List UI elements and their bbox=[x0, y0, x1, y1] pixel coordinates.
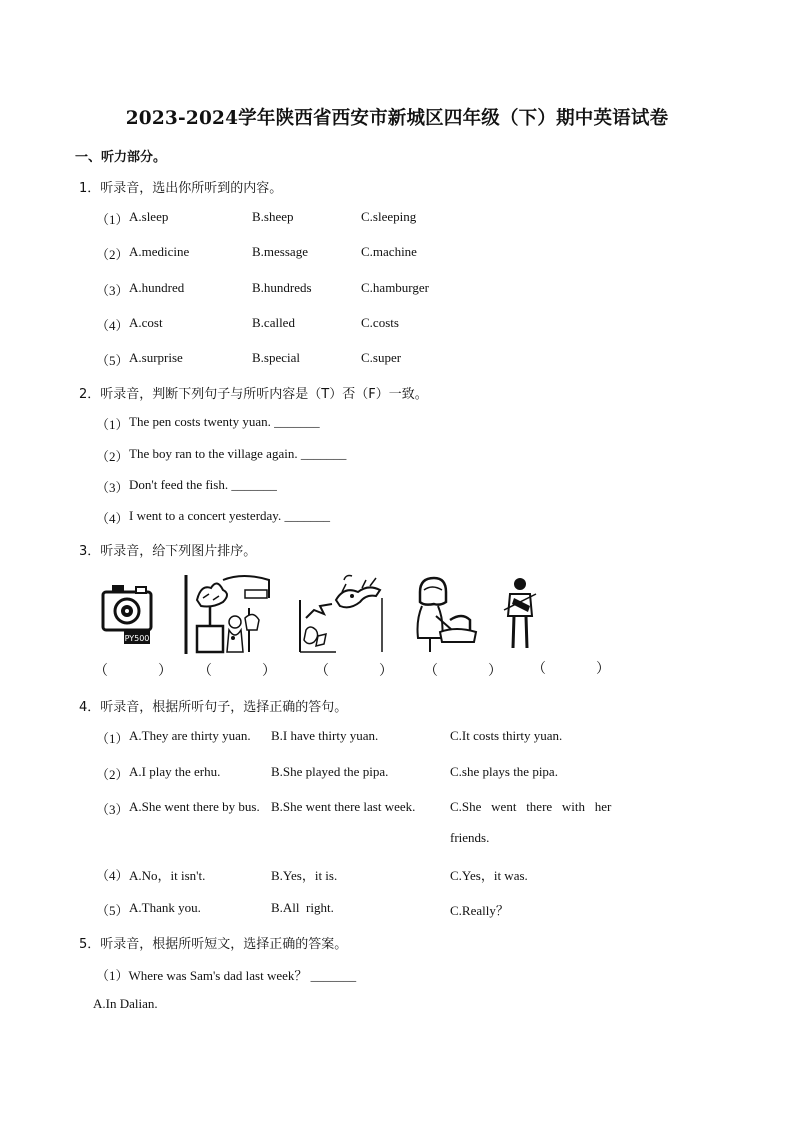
answer-bracket[interactable]: （ ） bbox=[424, 664, 520, 679]
answer-bracket[interactable]: （ ） bbox=[198, 664, 294, 679]
question-4-stem: 4．听录音，根据所听句子，选择正确的答句。 bbox=[79, 700, 348, 715]
q1-option-c: C.hamburger bbox=[361, 280, 429, 295]
q1-option-b: B.sheep bbox=[252, 209, 294, 224]
q1-option-a: A.medicine bbox=[129, 244, 190, 259]
q2-item-number: （4） bbox=[96, 511, 129, 526]
q4-option-c: C.Really？ bbox=[450, 903, 509, 918]
q1-item-number: （1） bbox=[96, 212, 129, 227]
q1-option-a: A.sleep bbox=[129, 209, 169, 224]
q1-option-c: C.sleeping bbox=[361, 209, 417, 224]
q5-option-a: A.In Dalian. bbox=[93, 996, 158, 1011]
q5-sub-question-1: （1）Where was Sam's dad last week？ _______ bbox=[96, 968, 357, 983]
q4-option-a: A.She went there by bus. bbox=[129, 799, 260, 814]
camera-picture bbox=[100, 580, 155, 650]
q4-option-a: A.No，it isn't. bbox=[129, 868, 206, 883]
question-2-stem: 2．听录音，判断下列句子与所听内容是（T）否（F）一致。 bbox=[79, 387, 428, 402]
q4-option-a: A.I play the erhu. bbox=[129, 764, 221, 779]
q4-item-number: （4） bbox=[96, 868, 129, 883]
q1-option-c: C.super bbox=[361, 350, 402, 365]
q2-item-number: （3） bbox=[96, 480, 129, 495]
boy-violin-picture bbox=[500, 576, 540, 652]
q1-option-b: B.message bbox=[252, 244, 308, 259]
q1-option-a: A.cost bbox=[129, 315, 163, 330]
q4-option-c: C.Yes，it was. bbox=[450, 868, 528, 883]
q1-item-number: （4） bbox=[96, 318, 129, 333]
question-5-stem: 5．听录音，根据所听短文，选择正确的答案。 bbox=[79, 937, 348, 952]
answer-bracket[interactable]: （ ） bbox=[532, 662, 628, 677]
q4-item-number: （5） bbox=[96, 903, 129, 918]
q4-option-b: B.I have thirty yuan. bbox=[271, 728, 379, 743]
q4-option-c-continued: friends. bbox=[450, 830, 490, 845]
q2-statement: The boy ran to the village again. _______ bbox=[129, 446, 347, 461]
answer-bracket[interactable]: （ ） bbox=[94, 664, 190, 679]
q4-option-b: B.She went there last week. bbox=[271, 799, 416, 814]
q4-option-b: B.She played the pipa. bbox=[271, 764, 389, 779]
q4-option-b: B.Yes，it is. bbox=[271, 868, 338, 883]
q1-option-b: B.special bbox=[252, 350, 301, 365]
camera-label: PY500 bbox=[124, 634, 150, 643]
q4-item-number: （2） bbox=[96, 767, 129, 782]
q2-statement: The pen costs twenty yuan. _______ bbox=[129, 414, 320, 429]
question-1-stem: 1．听录音，选出你所听到的内容。 bbox=[79, 181, 283, 196]
question-3-stem: 3．听录音，给下列图片排序。 bbox=[79, 544, 257, 559]
section-heading-listening: 一、听力部分。 bbox=[75, 150, 167, 165]
q1-option-a: A.surprise bbox=[129, 350, 183, 365]
q1-option-b: B.called bbox=[252, 315, 295, 330]
q1-item-number: （5） bbox=[96, 353, 129, 368]
q4-option-a: A.Thank you. bbox=[129, 900, 201, 915]
q4-item-number: （1） bbox=[96, 731, 129, 746]
q4-option-a: A.They are thirty yuan. bbox=[129, 728, 251, 743]
dragon-picture bbox=[296, 570, 386, 654]
q4-option-c: C.she plays the pipa. bbox=[450, 764, 558, 779]
q1-item-number: （2） bbox=[96, 247, 129, 262]
page-title: 2023-2024学年陕西省西安市新城区四年级（下）期中英语试卷 bbox=[125, 108, 669, 129]
q1-option-c: C.machine bbox=[361, 244, 417, 259]
plant-picture bbox=[183, 570, 271, 656]
answer-bracket[interactable]: （ ） bbox=[315, 664, 411, 679]
girl-washing-picture bbox=[410, 576, 482, 654]
q2-item-number: （1） bbox=[96, 417, 129, 432]
q4-option-b: B.All right. bbox=[271, 900, 334, 915]
q4-option-c: C.She went there with her bbox=[450, 799, 612, 814]
q4-option-c: C.It costs thirty yuan. bbox=[450, 728, 563, 743]
q2-statement: I went to a concert yesterday. _______ bbox=[129, 508, 330, 523]
q4-item-number: （3） bbox=[96, 802, 129, 817]
q1-option-c: C.costs bbox=[361, 315, 399, 330]
q1-item-number: （3） bbox=[96, 283, 129, 298]
q1-option-a: A.hundred bbox=[129, 280, 185, 295]
q1-option-b: B.hundreds bbox=[252, 280, 312, 295]
q2-item-number: （2） bbox=[96, 449, 129, 464]
q2-statement: Don't feed the fish. _______ bbox=[129, 477, 277, 492]
